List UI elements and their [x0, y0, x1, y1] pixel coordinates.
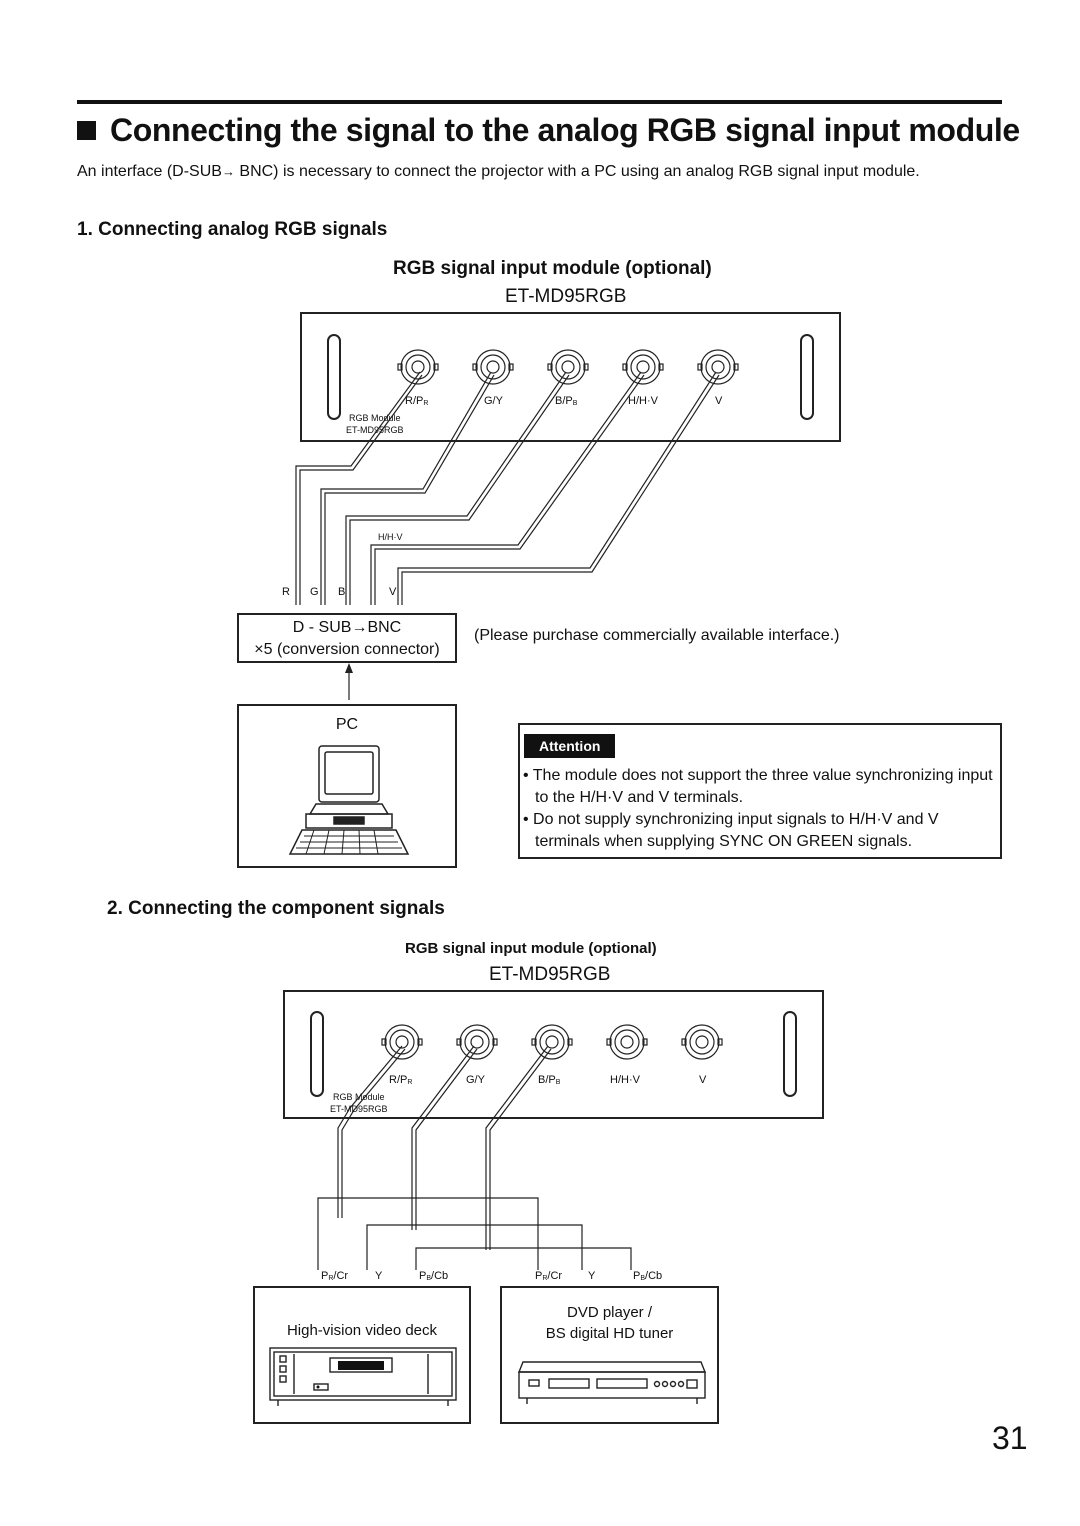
terminal-label-rpr: $R/P_R$ — [405, 395, 429, 407]
module-handle-right — [784, 1012, 796, 1096]
module-tag — [346, 412, 404, 436]
module-tag-line2: ET-MD95RGB — [346, 425, 404, 435]
pc-computer-icon — [284, 742, 414, 862]
page-number: 31 — [992, 1420, 1028, 1456]
vcr-label: High-vision video deck — [286, 1322, 438, 1339]
terminal-label-v: V — [715, 395, 723, 407]
converter-line1: D - SUB→BNC — [292, 619, 402, 636]
cable-label-v: V — [389, 586, 397, 598]
module-tag — [330, 1091, 388, 1115]
terminal-label-hhv: H/H·V — [628, 395, 658, 407]
bnc-terminal-r — [382, 1025, 422, 1059]
intro-text-2: BNC) is necessary to connect the projector with a PC using an analog RGB signal input module. — [239, 163, 920, 180]
up-arrow-icon — [345, 663, 353, 673]
rgb-wiring-diagram — [0, 0, 1080, 700]
component-wiring-diagram — [0, 980, 1080, 1300]
hhv-wire-label: H/H·V — [378, 532, 403, 542]
module-handle-right — [801, 335, 813, 419]
attention-tag: Attention — [524, 734, 615, 758]
section1-module-model: ET-MD95RGB — [505, 286, 627, 307]
dvd-player-box — [500, 1286, 719, 1424]
vcr-jack-pr: $P_R/Cr$ — [321, 1270, 349, 1282]
cable-pr — [318, 1046, 538, 1270]
cable-label-r: R — [282, 586, 290, 598]
section2-module-caption: RGB signal input module (optional) — [405, 940, 657, 957]
bnc-terminal-r — [398, 350, 438, 384]
terminal-label-v: V — [699, 1074, 707, 1086]
section1-module-caption: RGB signal input module (optional) — [393, 258, 712, 279]
converter-line2: ×5 (conversion connector) — [254, 641, 440, 658]
terminal-label-hhv: H/H·V — [610, 1074, 640, 1086]
dvd-jack-y: Y — [588, 1270, 596, 1282]
vcr-box — [253, 1286, 471, 1424]
module-handle-left — [328, 335, 340, 419]
pc-box — [237, 704, 457, 868]
dvd-player-icon — [517, 1356, 707, 1408]
module-tag-line1: RGB Module — [348, 413, 401, 423]
terminal-label-rpr: $R/P_R$ — [389, 1074, 413, 1086]
dvd-label-line2: BS digital HD tuner — [545, 1325, 674, 1342]
bnc-terminal-hhv — [607, 1025, 647, 1059]
terminal-label-gy: G/Y — [484, 395, 503, 407]
dsub-bnc-converter-box — [237, 613, 457, 663]
dvd-jack-pb: $P_B/Cb$ — [633, 1270, 663, 1282]
bnc-terminal-b — [532, 1025, 572, 1059]
converter-note: (Please purchase commercially available interface.) — [474, 627, 840, 644]
terminal-label-gy: G/Y — [466, 1074, 485, 1086]
vcr-jack-y: Y — [375, 1270, 383, 1282]
section2-module-model: ET-MD95RGB — [489, 964, 611, 985]
attention-box — [518, 723, 1002, 859]
arrow-icon: → — [221, 164, 235, 179]
module-handle-left — [311, 1012, 323, 1096]
intro-text-1: An interface (D-SUB — [77, 163, 222, 180]
video-deck-icon — [268, 1346, 458, 1408]
bnc-terminal-v — [698, 350, 738, 384]
terminal-label-bpb: $B/P_B$ — [555, 395, 578, 407]
dvd-label-line1: DVD player / — [566, 1304, 653, 1321]
attention-list — [522, 765, 1000, 853]
dvd-label — [502, 1302, 717, 1344]
section2-heading: 2. Connecting the component signals — [107, 898, 445, 919]
page-title-text: Connecting the signal to the analog RGB signal input module — [110, 112, 1020, 148]
pc-label: PC — [335, 716, 359, 733]
vcr-jack-pb: $P_B/Cb$ — [419, 1270, 449, 1282]
module-tag-line2: ET-MD95RGB — [330, 1104, 388, 1114]
bnc-terminal-hhv — [623, 350, 663, 384]
dvd-jack-pr: $P_R/Cr$ — [535, 1270, 563, 1282]
cable-label-b: B — [338, 586, 346, 598]
terminal-label-bpb: $B/P_B$ — [538, 1074, 561, 1086]
bnc-terminal-g — [473, 350, 513, 384]
bnc-terminal-b — [548, 350, 588, 384]
attention-item: • Do not supply synchronizing input signals to H/H·V and V terminals when supplying SYNC ON GREEN signals. — [523, 811, 939, 850]
attention-item: • The module does not support the three value synchronizing input to the H/H·V and V terminals. — [523, 767, 993, 806]
module-tag-line1: RGB Module — [332, 1092, 385, 1102]
bnc-terminal-v — [682, 1025, 722, 1059]
section1-heading: 1. Connecting analog RGB signals — [77, 219, 388, 240]
bnc-terminal-g — [457, 1025, 497, 1059]
cable-label-g: G — [310, 586, 319, 598]
